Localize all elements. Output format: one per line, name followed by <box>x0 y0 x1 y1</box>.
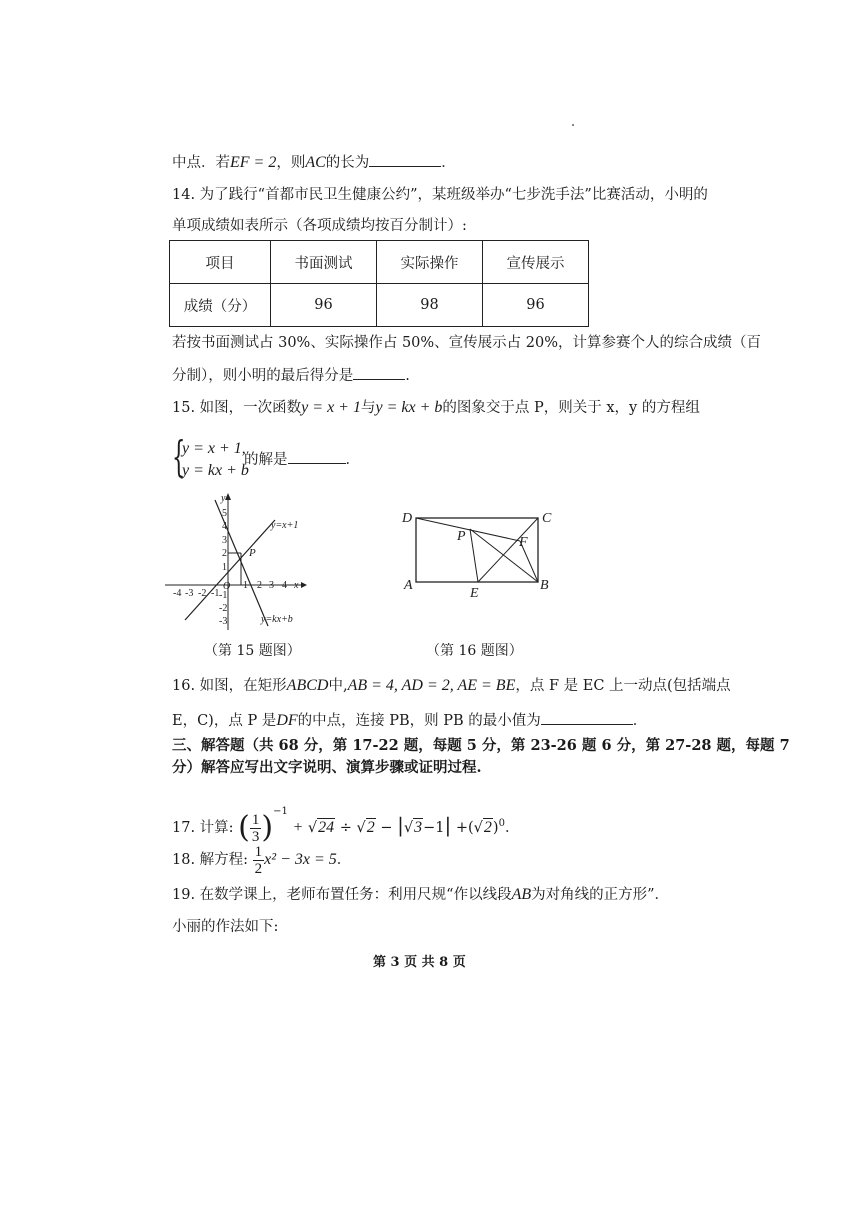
scan-speck <box>572 124 574 126</box>
radicand-2b: 2 <box>483 819 492 836</box>
frac-num: 1 <box>251 811 260 828</box>
q13-end: ． <box>441 155 456 171</box>
x-axis-arrow <box>301 582 307 588</box>
segment-df <box>416 518 520 541</box>
table-row <box>170 241 589 284</box>
x-tick: 4 <box>282 580 287 591</box>
answer-blank[interactable] <box>288 449 346 464</box>
q15-solution <box>244 449 360 470</box>
q16-conditions: AB = 4, AD = 2, AE = BE <box>347 677 516 694</box>
q13-tail <box>172 152 456 173</box>
q16-df: DF <box>276 712 298 729</box>
x-tick: -4 <box>173 588 182 599</box>
y-tick: 5 <box>222 508 227 519</box>
table-cell: 96 <box>482 284 588 327</box>
vertex-b-label: B <box>540 578 549 593</box>
table-header: 项目 <box>170 241 271 284</box>
q14-line3: 若按书面测试占 30%、实际操作占 50%、宣传展示占 20%，计算参赛个人的综合成绩（百 <box>172 335 762 351</box>
vertex-d-label: D <box>402 511 413 526</box>
point-p-label: P <box>249 547 256 559</box>
q17-plus: + <box>292 819 304 836</box>
y-tick: 2 <box>222 548 227 559</box>
y-tick: -1 <box>219 590 228 601</box>
q13-expr: EF = 2 <box>230 154 277 171</box>
answer-blank[interactable] <box>353 365 405 380</box>
fraction-one-third <box>250 812 262 845</box>
q15-func2: y = kx + b <box>375 399 443 416</box>
q16-line2 <box>172 710 647 731</box>
point-f-label: F <box>519 535 528 550</box>
answer-blank[interactable] <box>369 152 441 167</box>
exponent: −1 <box>273 806 288 817</box>
q17-label: 17. 计算: <box>172 820 234 836</box>
answer-blank[interactable] <box>541 710 633 725</box>
q16-text-mid: 中, <box>328 678 348 694</box>
q17-close-paren: ) <box>492 820 499 836</box>
exponent-zero: 0 <box>498 818 505 830</box>
q15-text-rest: 的图象交于点 P，则关于 x，y 的方程组 <box>442 400 700 416</box>
q18-label: 18. 解方程: <box>172 852 249 868</box>
q15-solution-text: 的解是 <box>244 452 288 468</box>
radicand-3: 3 <box>414 819 423 836</box>
y-tick: 4 <box>222 521 227 532</box>
fraction-one-half <box>253 844 265 877</box>
abs-open: | <box>397 813 404 837</box>
segment-ec <box>478 518 538 582</box>
q13-text-mid: ，则 <box>276 155 306 171</box>
x-tick: 1 <box>243 580 248 591</box>
y-tick: -3 <box>219 616 228 627</box>
vertex-a-label: A <box>404 578 413 593</box>
x-tick: -1 <box>211 588 220 599</box>
x-tick: -2 <box>198 588 207 599</box>
q16-line1 <box>172 676 731 696</box>
figure-15-caption: （第 15 题图） <box>204 643 301 659</box>
q19-text-rest: 为对角线的正方形”． <box>531 887 670 903</box>
q13-suffix: 的长为 <box>325 155 370 171</box>
y-tick: 3 <box>222 535 227 546</box>
q13-var: AC <box>305 154 326 171</box>
frac-den: 3 <box>251 828 260 845</box>
sqrt-2b: √2 <box>473 819 492 836</box>
q14-line4-text: 分制），则小明的最后得分是 <box>172 368 354 384</box>
point-p-label: P <box>457 529 466 544</box>
q18-equation: x² − 3x = 5 <box>264 851 337 868</box>
frac-den: 2 <box>254 860 263 877</box>
q17-div: ÷ <box>339 820 352 836</box>
figure-16-diagram <box>400 505 560 605</box>
q16-rect: ABCD <box>286 677 329 694</box>
equation-1: y = x + 1, <box>182 440 246 457</box>
q16-end: ． <box>632 713 648 729</box>
figure-15-graph <box>165 490 315 635</box>
table-cell: 96 <box>271 284 377 327</box>
sqrt-3: √3 <box>403 819 423 836</box>
sqrt-24: √24 <box>307 819 335 836</box>
equation-2: y = kx + b <box>182 462 249 479</box>
table-header: 宣传展示 <box>482 241 588 284</box>
origin-label: O <box>223 581 231 592</box>
q19-ab: AB <box>511 886 532 903</box>
table-header: 书面测试 <box>271 241 377 284</box>
abs-close: | <box>444 813 452 837</box>
q17-end: ． <box>504 820 520 836</box>
line1-label: y=x+1 <box>271 520 299 531</box>
score-table <box>169 240 589 327</box>
q18-end: ． <box>336 852 352 868</box>
paren-close: ) <box>261 810 274 845</box>
q19-line1 <box>172 885 669 905</box>
equation-system <box>182 438 249 482</box>
q13-text: 中点．若 <box>172 155 230 171</box>
q15-text-and: 与 <box>360 400 376 416</box>
q15-func1: y = x + 1 <box>301 399 361 416</box>
q14-line1: 14. 为了践行“首都市民卫生健康公约”，某班级举办“七步洗手法”比赛活动，小明的 <box>172 187 708 203</box>
q16-line2-rest: 的中点，连接 PB，则 PB 的最小值为 <box>297 713 541 729</box>
sqrt-2: √2 <box>356 819 375 836</box>
brace-icon: { <box>172 432 186 481</box>
q19-text: 19. 在数学课上，老师布置任务：利用尺规“作以线段 <box>172 887 512 903</box>
y-axis-label: y <box>221 493 226 504</box>
table-header: 实际操作 <box>377 241 483 284</box>
point-e-label: E <box>470 586 479 601</box>
q18 <box>172 842 351 880</box>
x-tick: 2 <box>257 580 262 591</box>
x-axis-label: x <box>294 580 299 591</box>
y-axis-arrow <box>225 493 231 500</box>
radicand-2: 2 <box>366 819 375 836</box>
y-tick: 1 <box>222 562 227 573</box>
table-cell: 98 <box>377 284 483 327</box>
q15-text: 15. 如图，一次函数 <box>172 400 302 416</box>
table-row <box>170 284 589 327</box>
line2-label: y=kx+b <box>261 614 293 625</box>
page-footer: 第 3 页 共 8 页 <box>373 955 466 970</box>
x-tick: -3 <box>185 588 194 599</box>
x-tick: 3 <box>269 580 274 591</box>
q16-line2-text: E，C)，点 P 是 <box>172 713 277 729</box>
q14-end: . <box>405 368 410 384</box>
q15-line1 <box>172 398 700 418</box>
q14-line4 <box>172 365 410 386</box>
figure-16-caption: （第 16 题图） <box>426 643 523 659</box>
segment-pe <box>470 529 478 582</box>
q17-minus: − <box>380 820 393 836</box>
q16-text-rest: ，点 F 是 EC 上一动点(包括端点 <box>515 678 731 694</box>
frac-num: 1 <box>254 843 263 860</box>
y-tick: -2 <box>219 603 228 614</box>
q17 <box>172 792 520 845</box>
table-row-label: 成绩（分） <box>170 284 271 327</box>
section3-line1: 三、解答题（共 68 分，第 17-22 题，每题 5 分，第 23-26 题 6 分，第 27-28 题，每题 7 <box>172 737 790 754</box>
q17-minus-one: −1 <box>423 820 445 836</box>
q16-text: 16. 如图，在矩形 <box>172 678 287 694</box>
section3-line2: 分）解答应写出文字说明、演算步骤或证明过程. <box>172 759 482 776</box>
q19-line2: 小丽的作法如下: <box>172 919 279 935</box>
q17-plus-paren: +( <box>455 820 474 836</box>
q15-end: ． <box>345 452 360 468</box>
paren-open: ( <box>238 810 250 845</box>
radicand-24: 24 <box>318 819 335 836</box>
vertex-c-label: C <box>542 511 552 526</box>
q14-line2: 单项成绩如表所示（各项成绩均按百分制计）: <box>172 218 467 234</box>
